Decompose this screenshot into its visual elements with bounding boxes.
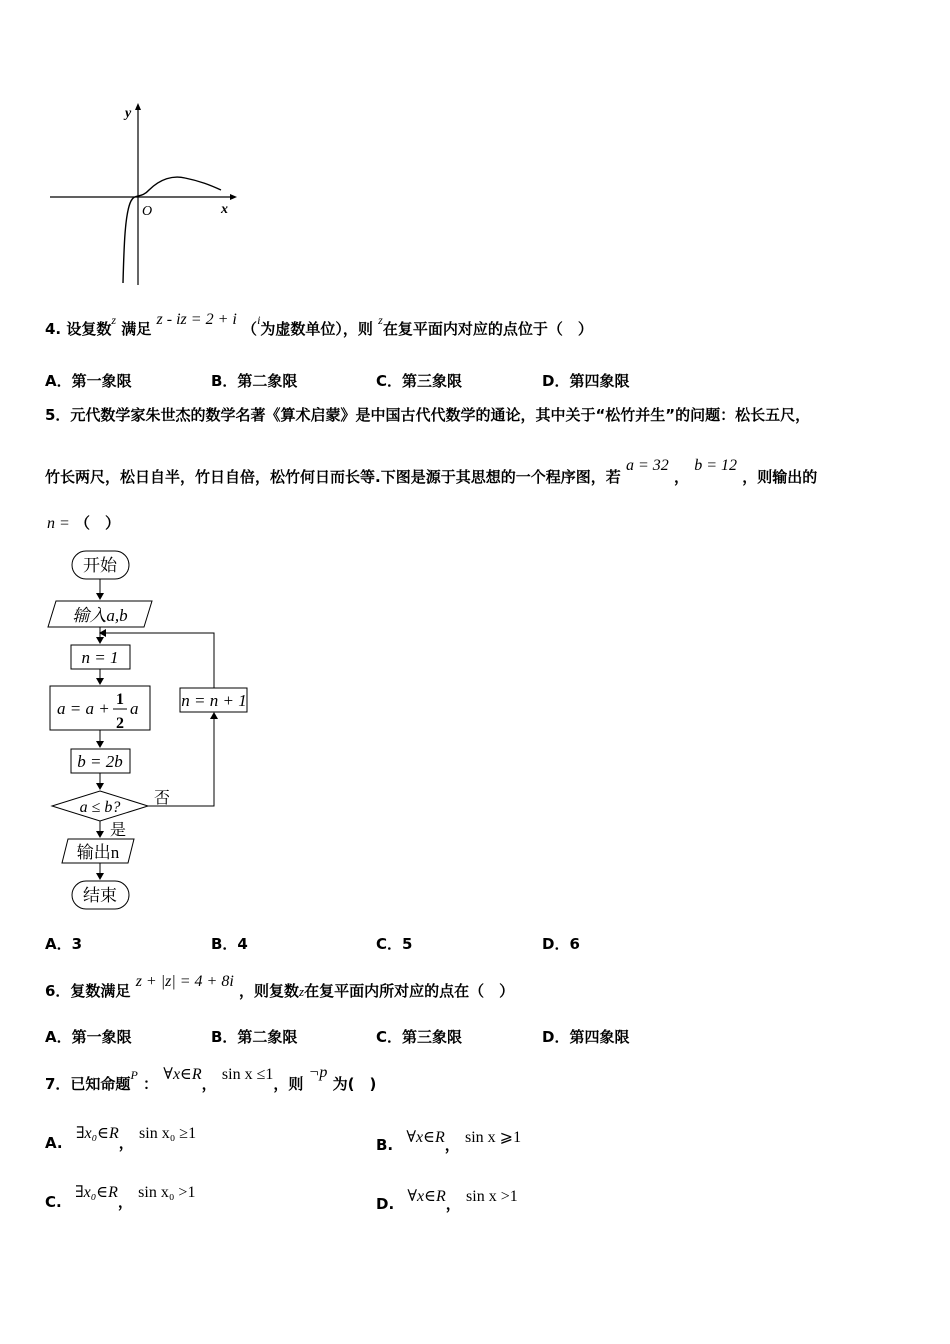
y-axis-arrow xyxy=(135,103,141,110)
q7-option-b-label: B. xyxy=(376,1136,394,1154)
q7-sin: sin x ≤1 xyxy=(221,1066,274,1083)
q7-prefix: 7．已知命题 xyxy=(45,1075,131,1093)
q7-option-d-quant: ∀x∈R xyxy=(407,1188,446,1205)
flow-frac-var: a xyxy=(130,699,139,718)
q7-colon: ： xyxy=(143,1075,159,1093)
y-axis-label: y xyxy=(125,106,132,121)
q5-n-paren: （ ） xyxy=(75,514,121,532)
q6-mid: ，则复数 xyxy=(239,982,300,1000)
q7-option-a-quant: ∃x₀∈R xyxy=(75,1125,119,1142)
q4-var-i: i xyxy=(257,313,261,327)
q5-n-eq: n = xyxy=(47,515,70,532)
q7-option-b-ineq: sin x ⩾1 xyxy=(465,1129,522,1146)
q7-option-a-label: A. xyxy=(45,1134,63,1152)
q6-var-z: z xyxy=(299,984,305,999)
flow-input-label: 输入a,b xyxy=(72,606,128,625)
question-7 xyxy=(45,1064,377,1094)
flow-condition-label: a ≤ b? xyxy=(79,799,121,816)
q6-number-text: 6．复数满足 xyxy=(45,982,131,1000)
q4-number: 4. xyxy=(45,320,62,338)
q5-n-line xyxy=(47,512,120,533)
q4-prefix: 设复数 xyxy=(66,320,112,338)
q7-option-d-comma: ， xyxy=(445,1195,461,1213)
q7-option-a-comma: ， xyxy=(118,1134,134,1152)
q6-suffix: 在复平面内所对应的点在（ ） xyxy=(304,982,515,1000)
flow-increment-label: n = n + 1 xyxy=(181,691,247,710)
q7-option-a-ineq: sin x₀ ≥1 xyxy=(139,1125,197,1142)
q4-var-z: z xyxy=(111,313,117,327)
q5-line-2 xyxy=(45,457,818,487)
origin-label: O xyxy=(142,204,153,219)
q4-option-b[interactable]: B．第二象限 xyxy=(211,372,298,390)
q4-mid: 满足 xyxy=(121,320,152,338)
flow-frac-den: 2 xyxy=(116,715,124,732)
flow-output-label: 输出n xyxy=(76,843,120,862)
q5-comma: ， xyxy=(673,468,689,486)
q7-neg-p: ¬p xyxy=(308,1064,328,1081)
q5-option-c[interactable]: C．5 xyxy=(376,935,413,953)
q6-equation: z + |z| = 4 + 8i xyxy=(135,973,234,990)
flow-end-label: 结束 xyxy=(83,886,117,905)
flow-step-b-label: b = 2b xyxy=(77,752,123,771)
q7-option-a[interactable] xyxy=(45,1122,197,1152)
q6-option-d[interactable]: D．第四象限 xyxy=(542,1028,630,1046)
q5-line-1: 5．元代数学家朱世杰的数学名著《算术启蒙》是中国古代代数学的通论，其中关于“松竹并生”的问题：松长五尺， xyxy=(45,406,811,424)
q4-equation: z - iz = 2 + i xyxy=(156,311,237,328)
q4-paren-open: （ xyxy=(242,320,258,338)
q5-option-b[interactable]: B．4 xyxy=(211,935,248,953)
q5-line-2-text: 竹长两尺，松日自半，竹日自倍，松竹何日而长等.下图是源于其思想的一个程序图，若 xyxy=(45,468,621,486)
q5-option-a[interactable]: A．3 xyxy=(45,935,83,953)
q6-option-a[interactable]: A．第一象限 xyxy=(45,1028,132,1046)
x-axis-arrow xyxy=(230,194,237,200)
flow-start-label: 开始 xyxy=(83,556,117,575)
q7-option-d-label: D. xyxy=(376,1195,395,1213)
q7-option-c-comma: ， xyxy=(117,1193,133,1211)
q7-forall: ∀x∈R xyxy=(163,1066,202,1083)
flowchart xyxy=(40,545,270,915)
q7-option-b-quant: ∀x∈R xyxy=(406,1129,445,1146)
q6-option-b[interactable]: B．第二象限 xyxy=(211,1028,298,1046)
q5-b-eq: b = 12 xyxy=(694,457,738,474)
q4-option-c[interactable]: C．第三象限 xyxy=(376,372,463,390)
q7-var-p: P xyxy=(130,1068,138,1082)
q5-a-eq: a = 32 xyxy=(625,457,669,474)
q4-suffix: 在复平面内对应的点位于（ ） xyxy=(382,320,593,338)
flow-init-label: n = 1 xyxy=(81,648,119,667)
q7-option-c-ineq: sin x₀ >1 xyxy=(138,1184,196,1201)
question-6 xyxy=(45,973,515,1001)
flow-frac-num: 1 xyxy=(116,691,124,708)
q7-option-b[interactable] xyxy=(376,1126,522,1154)
question-4 xyxy=(45,311,593,339)
q4-var-z2: z xyxy=(378,313,383,327)
flow-yes-label: 是 xyxy=(110,822,127,839)
q4-option-a[interactable]: A．第一象限 xyxy=(45,372,132,390)
q5-option-d[interactable]: D．6 xyxy=(542,935,580,953)
q7-option-b-comma: ， xyxy=(444,1136,460,1154)
q7-option-d-ineq: sin x >1 xyxy=(466,1188,518,1205)
x-axis-label: x xyxy=(221,202,228,217)
q7-option-c[interactable] xyxy=(45,1181,196,1211)
q7-comma: ， xyxy=(201,1075,217,1093)
q7-option-d[interactable] xyxy=(376,1185,518,1213)
q7-option-c-quant: ∃x₀∈R xyxy=(74,1184,118,1201)
q5-line-2-end: ，则输出的 xyxy=(742,468,818,486)
q7-option-c-label: C. xyxy=(45,1193,62,1211)
q4-option-d[interactable]: D．第四象限 xyxy=(542,372,630,390)
q4-paren-text: 为虚数单位），则 xyxy=(260,320,373,338)
flow-step-a-lhs: a = a + xyxy=(57,699,110,718)
q7-then: ，则 xyxy=(273,1075,304,1093)
flow-no-label: 否 xyxy=(154,790,171,807)
function-graph xyxy=(45,95,245,290)
q7-suffix: 为( ) xyxy=(332,1075,377,1093)
q6-option-c[interactable]: C．第三象限 xyxy=(376,1028,463,1046)
